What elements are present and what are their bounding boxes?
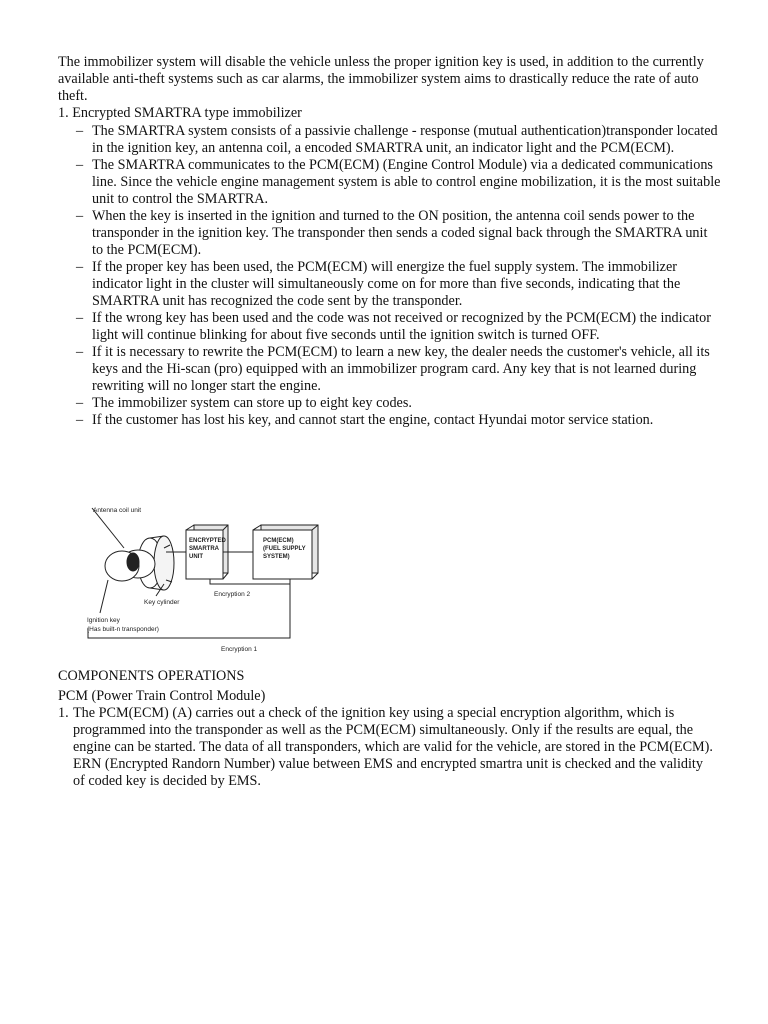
antenna-coil-label: Antenna coil unit (93, 507, 142, 514)
dash-marker: – (76, 259, 84, 275)
components-heading: COMPONENTS OPERATIONS (58, 668, 245, 684)
list-item (76, 395, 721, 412)
dash-marker: – (76, 412, 84, 428)
pcm-item-number: 1. (58, 705, 69, 721)
dash-marker: – (76, 157, 84, 173)
list-item-text: The immobilizer system can store up to eight key codes. (92, 395, 412, 411)
smartra-box (186, 525, 228, 579)
pcm-box (253, 525, 318, 579)
leader-antenna (92, 508, 124, 548)
list-item-text: If it is necessary to rewrite the PCM(ECM) to learn a new key, the dealer needs the customer's vehicle, all its keys and the Hi-scan (pro) equipped with an immobilizer program card. Any key that is not learned during rewriting will no longer start the engine. (92, 344, 710, 394)
dash-marker: – (76, 395, 84, 411)
list-item-text: When the key is inserted in the ignition and turned to the ON position, the antenna coil sends power to the transponder in the ignition key. The transponder then sends a coded signal back through the SMARTRA unit to the PCM(ECM). (92, 208, 708, 258)
intro-paragraph: The immobilizer system will disable the vehicle unless the proper ignition key is used, in addition to the currently available anti-theft systems such as car alarms, the immobilizer system aims to drastically reduce the rate of auto theft. (58, 54, 704, 104)
smartra-label-3: UNIT (189, 554, 203, 560)
pcm-list-item (58, 705, 718, 790)
leader-ignition-key (100, 580, 108, 613)
list-item-text: The SMARTRA communicates to the PCM(ECM) (Engine Control Module) via a dedicated communications line. Since the vehicle engine management system is able to control engine mobilization, it is the most suitable unit to control the SMARTRA. (92, 157, 721, 207)
dash-marker: – (76, 344, 84, 360)
smartra-label-1: ENCRYPTED (189, 538, 226, 544)
list-item (76, 412, 721, 429)
pcm-label-1: PCM(ECM) (263, 538, 294, 544)
list-item-text: The SMARTRA system consists of a passivie challenge - response (mutual authentication)transponder located in the ignition key, an antenna coil, a encoded SMARTRA unit, an indicator light and the PCM(ECM). (92, 123, 718, 156)
line-encryption-2 (210, 579, 290, 584)
dash-marker: – (76, 123, 84, 139)
pcm-label-3: SYSTEM) (263, 554, 290, 560)
list-item (76, 208, 721, 259)
list-item (76, 310, 721, 344)
immobilizer-diagram (78, 500, 378, 660)
pcm-heading: PCM (Power Train Control Module) (58, 688, 266, 704)
pcm-item-text: The PCM(ECM) (A) carries out a check of the ignition key using a special encryption algorithm, which is programmed into the transponder as well as the PCM(ECM) simultaneously. Only if the results are equal, the engine can be started. The data of all transponders, which are valid for the vehicle, are stored in the PCM(ECM). (73, 705, 713, 755)
encryption-2-label: Encryption 2 (214, 591, 251, 598)
list-item (76, 157, 721, 208)
pcm-item-ern: ERN (Encrypted Randorn Number) value between EMS and encrypted smartra unit is checked and the validity of coded key is decided by EMS. (73, 756, 703, 789)
section-heading-smartra: 1. Encrypted SMARTRA type immobilizer (58, 105, 302, 121)
bullet-list (76, 123, 721, 429)
dash-marker: – (76, 208, 84, 224)
ignition-key-label: Ignition key (87, 617, 120, 624)
list-item (76, 344, 721, 395)
encryption-1-label: Encryption 1 (221, 646, 258, 653)
key-cylinder-drawing (105, 536, 174, 590)
transponder-label: (Has built-n transponder) (87, 626, 159, 633)
smartra-label-2: SMARTRA (189, 546, 219, 552)
list-item-text: If the proper key has been used, the PCM(ECM) will energize the fuel supply system. The immobilizer indicator light in the cluster will simultaneously come on for more than five seconds, indicating that the SMARTRA unit has recognized the code sent by the transponder. (92, 259, 681, 309)
pcm-label-2: (FUEL SUPPLY (263, 546, 306, 552)
pcm-item-body (73, 705, 718, 790)
list-item (76, 259, 721, 310)
list-item-text: If the customer has lost his key, and cannot start the engine, contact Hyundai motor service station. (92, 412, 654, 428)
list-item-text: If the wrong key has been used and the code was not received or recognized by the PCM(ECM) the indicator light will continue blinking for about five seconds until the ignition switch is turned OFF. (92, 310, 711, 343)
key-cylinder-label: Key cylinder (144, 599, 180, 606)
dash-marker: – (76, 310, 84, 326)
list-item (76, 123, 721, 157)
